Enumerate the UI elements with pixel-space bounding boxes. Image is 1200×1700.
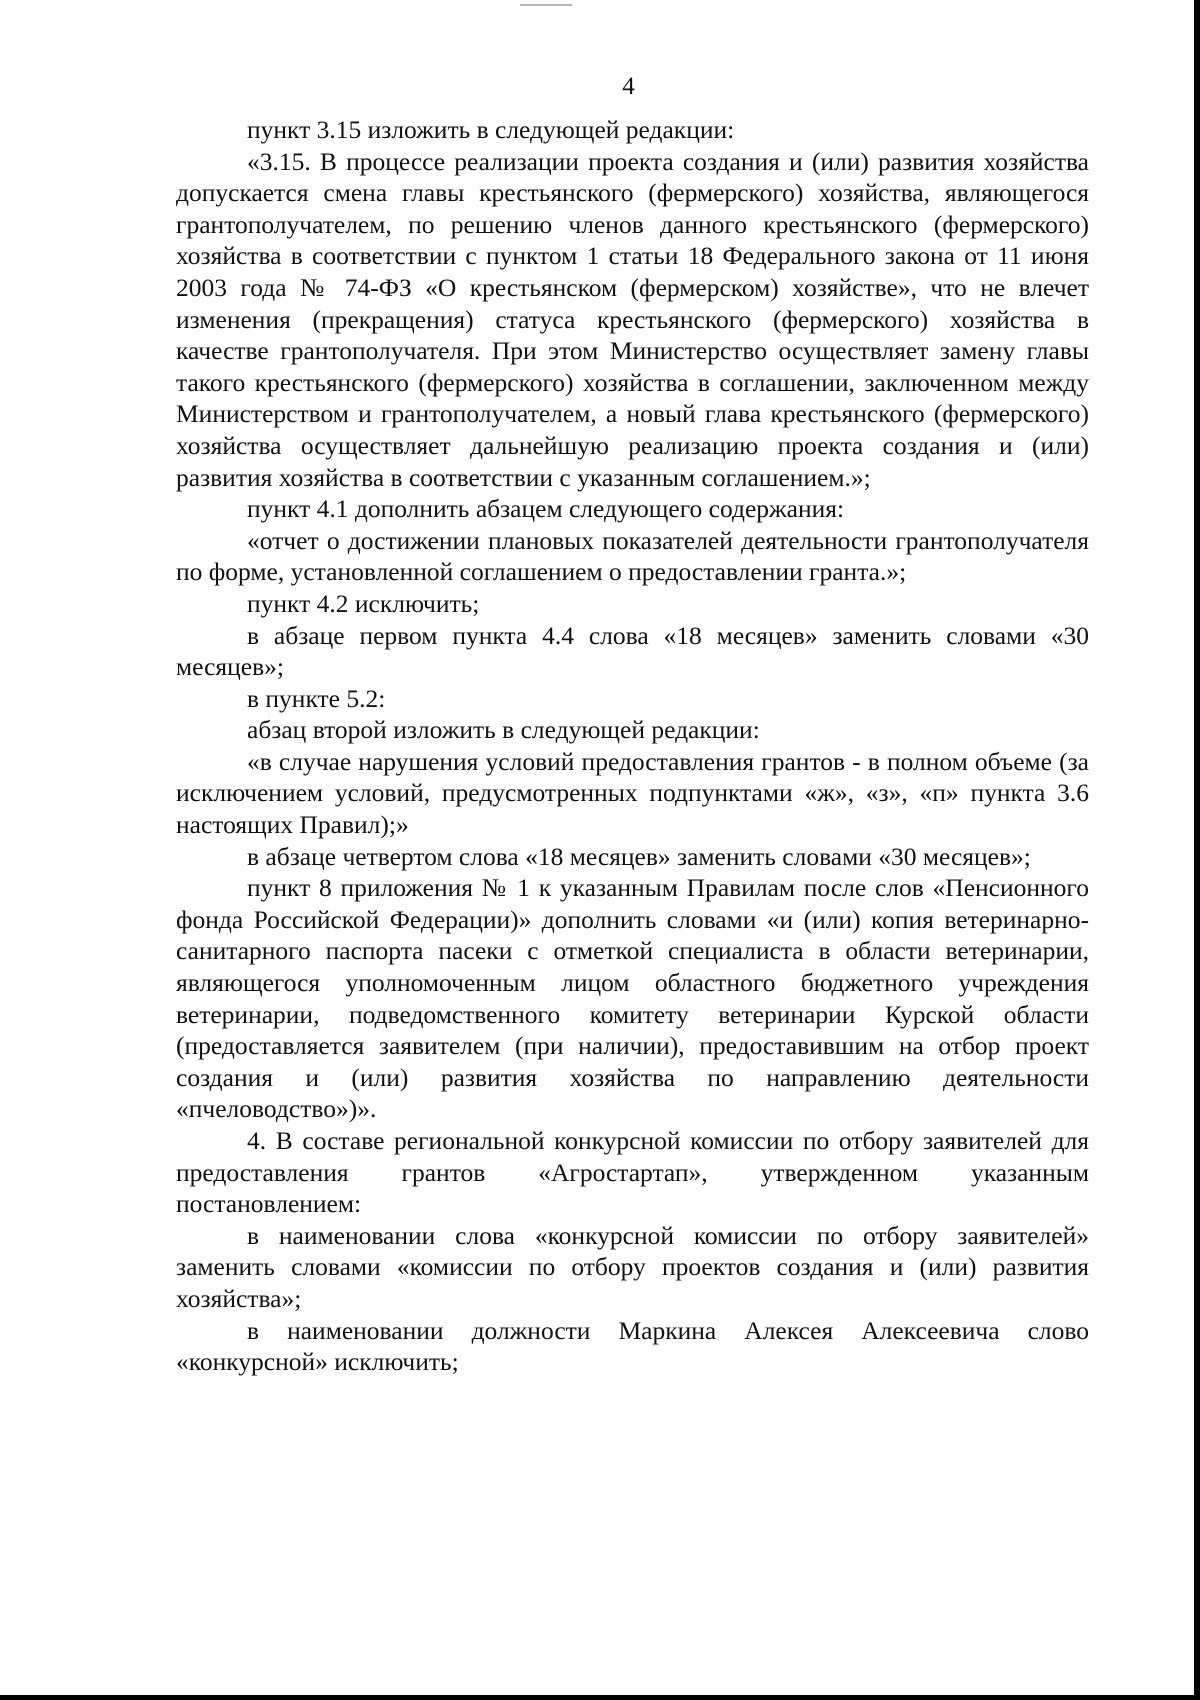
scan-edge-right — [1194, 0, 1200, 1700]
scan-edge-bottom — [0, 1695, 1200, 1700]
paragraph-5: пункт 4.2 исключить; — [247, 588, 480, 618]
paragraph-14: в наименовании должности Маркина Алексея Алексеевича слово «конкурсной» исключить; — [176, 1315, 1089, 1377]
paragraph-9: «в случае нарушения условий предоставления грантов - в полном объеме (за исключением условий, предусмотренных подпунктами «ж», «з», «п» пункта 3.6 настоящих Правил);» — [176, 746, 1089, 840]
paragraph-6: в абзаце первом пункта 4.4 слова «18 месяцев» заменить словами «30 месяцев»; — [176, 620, 1089, 682]
scan-mark — [520, 4, 572, 6]
paragraph-11: пункт 8 приложения № 1 к указанным Правилам после слов «Пенсионного фонда Российской Федерации)» дополнить словами «и (или) копия ветеринарно-санитарного паспорта пасеки с отметкой специалиста в области ветеринарии, являющегося уполномоченным лицом областного бюджетного учреждения ветеринарии, подведомственного комитету ветеринарии Курской области (предоставляется заявителем (при наличии), предоставившим на отбор проект создания и (или) развития хозяйства по направлению деятельности «пчеловодство»)». — [176, 873, 1089, 1124]
document-body — [176, 114, 1089, 1378]
paragraph-8: абзац второй изложить в следующей редакции: — [247, 715, 760, 745]
paragraph-1: пункт 3.15 изложить в следующей редакции: — [247, 115, 735, 144]
paragraph-4: «отчет о достижении плановых показателей деятельности грантополучателя по форме, установленной соглашением о предоставлении гранта.»; — [176, 525, 1089, 587]
paragraph-7: в пункте 5.2: — [247, 683, 386, 713]
paragraph-10: в абзаце четвертом слова «18 месяцев» заменить словами «30 месяцев»; — [247, 841, 1031, 871]
paragraph-13: в наименовании слова «конкурсной комиссии по отбору заявителей» заменить словами «комиссии по отбору проектов создания и (или) развития хозяйства»; — [176, 1220, 1089, 1313]
page-number: 4 — [622, 73, 635, 100]
paragraph-3: пункт 4.1 дополнить абзацем следующего содержания: — [247, 494, 845, 524]
paragraph-2: «3.15. В процессе реализации проекта создания и (или) развития хозяйства допускается смена главы крестьянского (фермерского) хозяйства, являющегося грантополучателем, по решению членов данного крестьянского (фермерского) хозяйства в соответствии с пунктом 1 статьи 18 Федерального закона от 11 июня 2003 года № 74-ФЗ «О крестьянском (фермерском) хозяйстве», что не влечет изменения (прекращения) статуса крестьянского (фермерского) хозяйства в качестве грантополучателя. При этом Министерство осуществляет замену главы такого крестьянского (фермерского) хозяйства в соглашении, заключенном между Министерством и грантополучателем, а новый глава крестьянского (фермерского) хозяйства осуществляет дальнейшую реализацию проекта создания и (или) развития хозяйства в соответствии с указанным соглашением.»; — [176, 146, 1089, 492]
paragraph-12: 4. В составе региональной конкурсной комиссии по отбору заявителей для предоставления грантов «Агростартап», утвержденном указанным постановлением: — [176, 1126, 1089, 1219]
